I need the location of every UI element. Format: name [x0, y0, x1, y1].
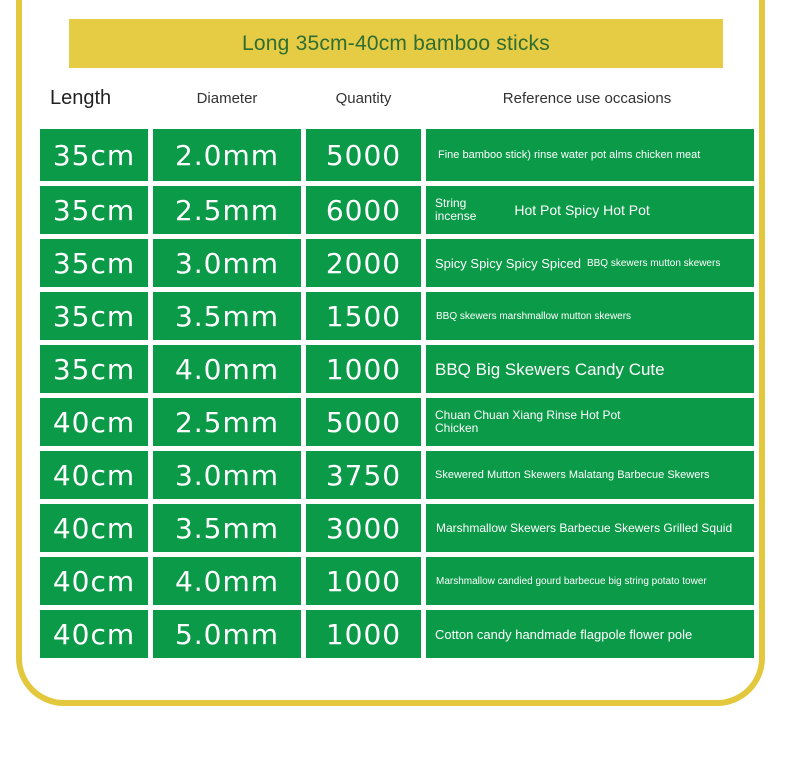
occasion-text: Marshmallow Skewers Barbecue Skewers Grilled Squid [436, 520, 733, 535]
occasion-text: Cotton candy handmade flagpole flower pole [435, 626, 693, 642]
cell-diameter: 3.0mm [153, 451, 301, 499]
occasion-text-stack [435, 409, 620, 435]
occasion-text-stack [435, 197, 476, 223]
cell-occasion [426, 292, 754, 340]
cell-length: 40cm [40, 451, 148, 499]
cell-quantity: 6000 [306, 186, 421, 234]
cell-quantity: 1000 [306, 557, 421, 605]
cell-length: 35cm [40, 345, 148, 393]
cell-quantity: 3750 [306, 451, 421, 499]
title-banner [69, 19, 723, 68]
header-length: Length [50, 86, 112, 109]
cell-length: 35cm [40, 186, 148, 234]
occasion-text: BBQ skewers marshmallow mutton skewers [436, 310, 632, 322]
occasion-text: Spicy Spicy Spicy Spiced [435, 255, 581, 271]
occasion-text: Skewered Mutton Skewers Malatang Barbecue Skewers [435, 468, 710, 481]
cell-diameter: 5.0mm [153, 610, 301, 658]
cell-length: 40cm [40, 557, 148, 605]
cell-quantity: 5000 [306, 129, 421, 181]
cell-quantity: 2000 [306, 239, 421, 287]
cell-diameter: 2.5mm [153, 186, 301, 234]
cell-length: 40cm [40, 504, 148, 552]
cell-quantity: 5000 [306, 398, 421, 446]
cell-length: 40cm [40, 398, 148, 446]
cell-occasion [426, 239, 754, 287]
cell-occasion [426, 451, 754, 499]
cell-occasion [426, 504, 754, 552]
cell-diameter: 3.5mm [153, 292, 301, 340]
cell-length: 35cm [40, 129, 148, 181]
occasion-line: Chicken [435, 421, 479, 435]
occasion-text: BBQ Big Skewers Candy Cute [435, 359, 665, 379]
cell-diameter: 3.5mm [153, 504, 301, 552]
cell-occasion [426, 345, 754, 393]
cell-quantity: 3000 [306, 504, 421, 552]
occasion-text: Hot Pot Spicy Hot Pot [514, 201, 650, 218]
occasion-text: Fine bamboo stick) rinse water pot alms chicken meat [438, 148, 701, 161]
cell-occasion [426, 610, 754, 658]
occasion-line: Chuan Chuan Xiang Rinse Hot Pot [435, 408, 621, 422]
cell-occasion [426, 557, 754, 605]
header-quantity: Quantity [335, 89, 392, 107]
header-occasions: Reference use occasions [502, 89, 672, 107]
cell-quantity: 1500 [306, 292, 421, 340]
cell-occasion [426, 398, 754, 446]
cell-length: 35cm [40, 239, 148, 287]
cell-diameter: 2.0mm [153, 129, 301, 181]
header-diameter: Diameter [196, 89, 258, 107]
occasion-line: String [435, 196, 467, 210]
page-title: Long 35cm-40cm bamboo sticks [242, 31, 550, 55]
cell-length: 35cm [40, 292, 148, 340]
cell-occasion [426, 186, 754, 234]
occasion-text: Marshmallow candied gourd barbecue big string potato tower [436, 575, 707, 587]
cell-diameter: 4.0mm [153, 557, 301, 605]
cell-occasion [426, 129, 754, 181]
cell-diameter: 2.5mm [153, 398, 301, 446]
occasion-line: incense [435, 209, 477, 223]
cell-length: 40cm [40, 610, 148, 658]
cell-quantity: 1000 [306, 610, 421, 658]
cell-diameter: 4.0mm [153, 345, 301, 393]
cell-diameter: 3.0mm [153, 239, 301, 287]
cell-quantity: 1000 [306, 345, 421, 393]
occasion-text: BBQ skewers mutton skewers [586, 257, 721, 269]
